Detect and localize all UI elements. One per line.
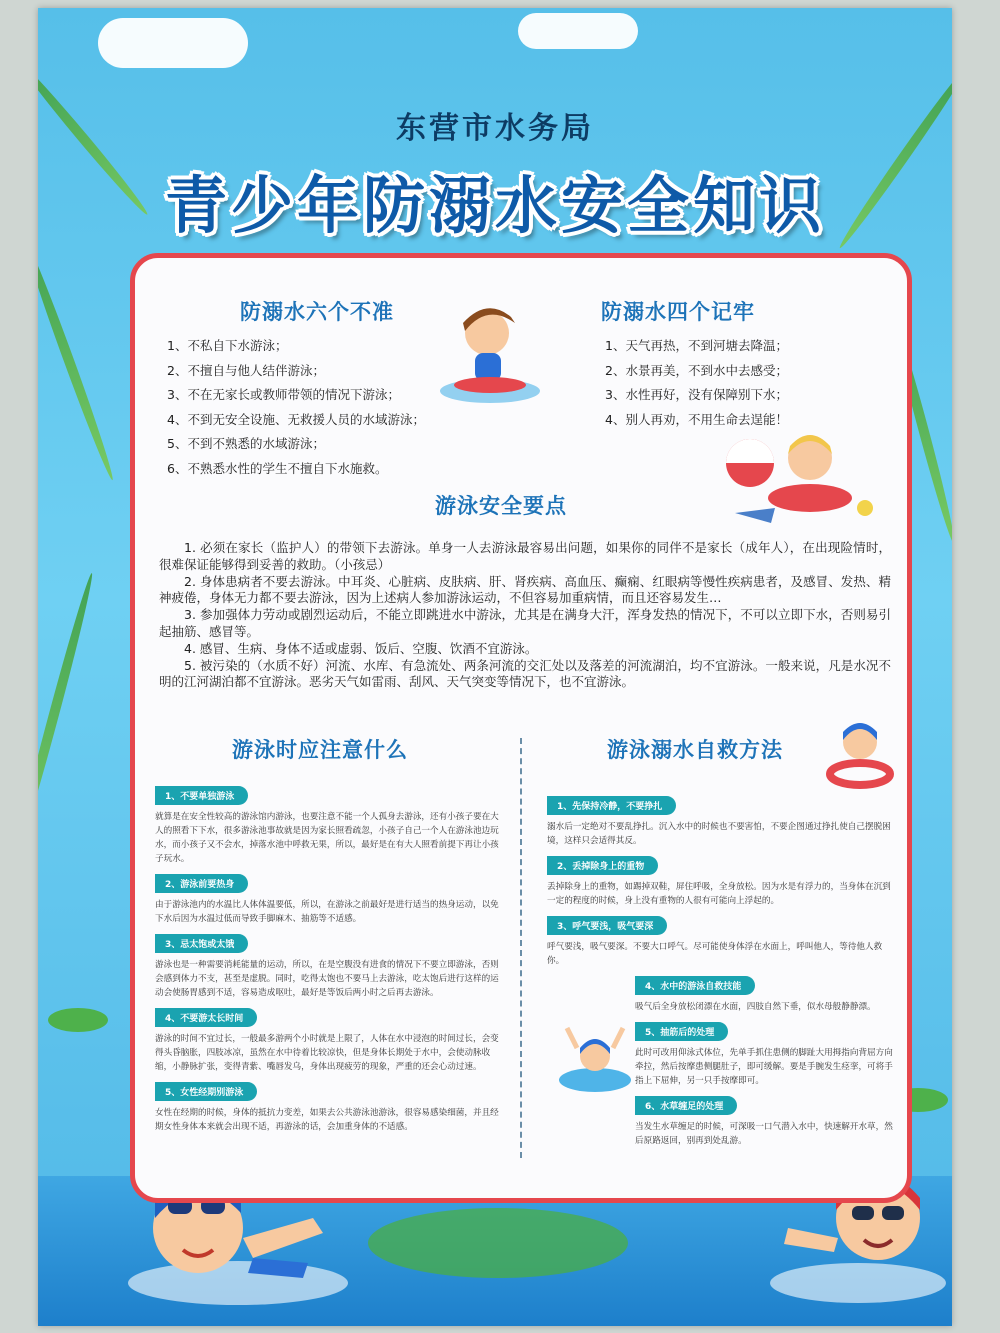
attention-column bbox=[155, 784, 500, 1140]
attention-item-heading: 2、游泳前要热身 bbox=[155, 874, 248, 893]
attention-item bbox=[155, 1006, 500, 1074]
attention-item-text: 游泳的时间不宜过长，一般最多游两个小时就是上限了，人体在水中浸泡的时间过长，会变得头昏脑胀，四肢冰凉，虽然在水中待着比较凉快，但是身体长期处于水中，会使动脉收缩，小静脉扩张，变得青紫、嘴唇发乌，身体出现疲劳的现象，严重的还会心动过速。 bbox=[155, 1034, 499, 1072]
list-item: 2、水景再美，不到水中去感受； bbox=[605, 362, 788, 378]
list-item: 4、不到无安全设施、无救援人员的水域游泳； bbox=[167, 411, 425, 427]
self-rescue-column bbox=[547, 794, 897, 1154]
safety-points-text bbox=[159, 540, 891, 691]
rescue-item bbox=[547, 794, 897, 848]
rescue-item-heading: 2、丢掉除身上的重物 bbox=[547, 856, 658, 875]
six-no-title: 防溺水六个不准 bbox=[240, 300, 394, 324]
rescue-item bbox=[635, 974, 897, 1014]
safety-point: 5. 被污染的（水质不好）河流、水库、有急流处、两条河流的交汇处以及落差的河流湖泊，均不宜游泳。一般来说，凡是水况不明的江河湖泊都不宜游泳。恶劣天气如雷雨、刮风、天气突变等情况下，也不宜游泳。 bbox=[159, 657, 891, 690]
list-item: 3、不在无家长或教师带领的情况下游泳； bbox=[167, 387, 400, 402]
content-panel bbox=[130, 253, 912, 1203]
girl-surfing-illustration bbox=[435, 303, 545, 408]
safety-points-title: 游泳安全要点 bbox=[435, 494, 567, 518]
palm-leaf-decoration bbox=[38, 572, 97, 864]
attention-item-text: 女性在经期的时候，身体的抵抗力变差，如果去公共游泳池游泳，很容易感染细菌，并且经期女性身体本来就会出现不适，再游泳的话，会加重身体的不适感。 bbox=[155, 1108, 499, 1132]
self-rescue-title: 游泳溺水自救方法 bbox=[607, 738, 783, 762]
list-item: 1、天气再热，不到河塘去降温； bbox=[605, 338, 788, 353]
attention-item-text: 由于游泳池内的水温比人体体温要低，所以，在游泳之前最好是进行适当的热身运动，以免下水后因为水温过低而导致手脚麻木、抽筋等不适感。 bbox=[155, 900, 499, 924]
safety-point: 3. 参加强体力劳动或剧烈运动后，不能立即跳进水中游泳，尤其是在满身大汗，浑身发热的情况下，不可以立即下水，否则易引起抽筋、感冒等。 bbox=[159, 607, 891, 639]
attention-item-heading: 1、不要单独游泳 bbox=[155, 786, 248, 805]
organization-name: 东营市水务局 bbox=[396, 111, 594, 146]
palm-leaf-decoration bbox=[38, 234, 117, 482]
four-remember-list bbox=[605, 334, 788, 432]
attention-item-heading: 4、不要游太长时间 bbox=[155, 1008, 257, 1027]
list-item: 1、不私自下水游泳； bbox=[167, 338, 288, 353]
list-item: 4、别人再劝，不用生命去逞能！ bbox=[605, 411, 788, 427]
rescue-item bbox=[635, 1094, 897, 1148]
rescue-item-heading: 1、先保持冷静，不要挣扎 bbox=[547, 796, 676, 815]
rescue-item-text: 丢掉除身上的重物，如踢掉双鞋，屏住呼吸，全身放松。因为水是有浮力的，当身体在沉到一定的程度的时候，身上没有重物的人很有可能向上浮起的。 bbox=[547, 882, 891, 906]
attention-item bbox=[155, 784, 500, 866]
attention-item-text: 就算是在安全性较高的游泳馆内游泳，也要注意不能一个人孤身去游泳，还有小孩子要在大人的照看下下水，很多游泳池事故就是因为家长照看疏忽，小孩子自己一个人在游泳池边玩水，而小孩子又不会水，掉落水池中呼救无果，所以，最好是在有大人照看前提下再让小孩子玩水。 bbox=[155, 812, 499, 864]
rescue-item-heading: 3、呼气要浅，吸气要深 bbox=[547, 916, 667, 935]
lily-pad-decoration bbox=[368, 1208, 628, 1278]
column-divider bbox=[520, 738, 522, 1158]
rescue-item-heading: 5、抽筋后的处理 bbox=[635, 1022, 728, 1041]
attention-item-heading: 3、忌太饱或太饿 bbox=[155, 934, 248, 953]
rescue-item-text: 呼气要浅，吸气要深。不要大口呼气。尽可能使身体浮在水面上，呼叫他人，等待他人救你。 bbox=[547, 942, 883, 966]
list-item: 6、不熟悉水性的学生不擅自下水施救。 bbox=[167, 460, 388, 476]
rescue-item-text: 溺水后一定绝对不要乱挣扎。沉入水中的时候也不要害怕，不要企图通过挣扎使自己摆脱困境，这样只会适得其反。 bbox=[547, 822, 891, 846]
cloud-decoration bbox=[518, 13, 638, 49]
attention-item-heading: 5、女性经期别游泳 bbox=[155, 1082, 257, 1101]
poster bbox=[38, 8, 952, 1326]
attention-item-text: 游泳也是一种需要消耗能量的运动，所以，在是空腹没有进食的情况下不要立即游泳，否则会感到体力不支，甚至是虚脱。同时，吃得太饱也不要马上去游泳，吃太饱后进行这样的运动会使肠胃感到不适，容易造成呕吐，最好是等饭后两小时之后再去游泳。 bbox=[155, 960, 499, 998]
rescue-item-text: 此时可改用仰泳式体位，先单手抓住患侧的脚趾大用拇指向背屈方向牵拉，然后按摩患侧腿肚子，即可缓解。要是手腕发生痉挛，可将手指上下屈伸，另一只手按摩即可。 bbox=[635, 1048, 893, 1086]
girl-with-ball-illustration bbox=[715, 428, 885, 538]
poster-title: 青少年防溺水安全知识 bbox=[164, 169, 825, 242]
attention-title: 游泳时应注意什么 bbox=[232, 738, 408, 762]
safety-point: 1. 必须在家长（监护人）的带领下去游泳。单身一人去游泳最容易出问题，如果你的同伴不是家长（成年人），在出现险情时，很难保证能够得到妥善的救助。（小孩忌） bbox=[159, 540, 891, 572]
list-item: 5、不到不熟悉的水域游泳； bbox=[167, 436, 325, 451]
list-item: 2、不擅自与他人结伴游泳； bbox=[167, 362, 325, 378]
rescue-item-text: 当发生水草缠足的时候，可深吸一口气潜入水中，快速解开水草，然后原路返回，别再到处乱游。 bbox=[635, 1122, 893, 1146]
boy-in-swim-ring-illustration bbox=[825, 718, 895, 798]
safety-point: 4. 感冒、生病、身体不适或虚弱、饭后、空腹、饮酒不宜游泳。 bbox=[184, 640, 538, 656]
rescue-item bbox=[547, 914, 897, 968]
rescue-item bbox=[547, 854, 897, 908]
rescue-item-heading: 6、水草缠足的处理 bbox=[635, 1096, 737, 1115]
attention-item bbox=[155, 872, 500, 926]
cloud-decoration bbox=[98, 18, 248, 68]
list-item: 3、水性再好，没有保障别下水； bbox=[605, 387, 788, 402]
lily-pad-decoration bbox=[48, 1008, 108, 1032]
rescue-item bbox=[635, 1020, 897, 1088]
child-waving-in-water-illustration bbox=[555, 1018, 635, 1098]
attention-item bbox=[155, 1080, 500, 1134]
rescue-item-heading: 4、水中的游泳自救技能 bbox=[635, 976, 755, 995]
four-remember-title: 防溺水四个记牢 bbox=[601, 300, 755, 324]
safety-point: 2. 身体患病者不要去游泳。中耳炎、心脏病、皮肤病、肝、肾疾病、高血压、癫痫、红眼病等慢性疾病患者，及感冒、发热、精神疲倦，身体无力都不要去游泳，因为上述病人参加游泳运动，不但容易加重病情，而且还容易发生… bbox=[159, 573, 891, 606]
attention-item bbox=[155, 932, 500, 1000]
rescue-item-text: 吸气后全身放松闭漂在水面，四肢自然下垂，似水母般静静漂。 bbox=[635, 1002, 876, 1012]
six-no-list bbox=[167, 334, 425, 481]
